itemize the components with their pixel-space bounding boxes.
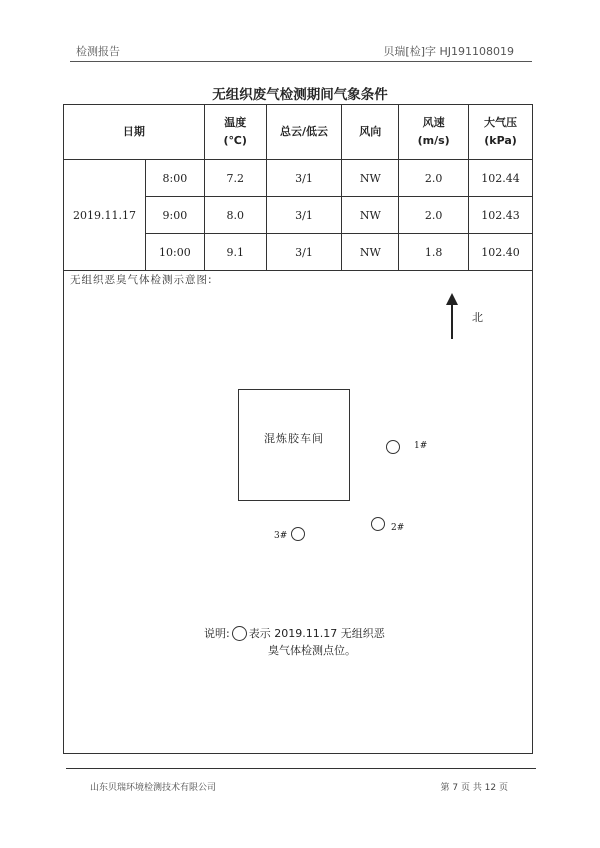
wind-dir-cell: NW bbox=[342, 160, 399, 197]
header-cloud: 总云/低云 bbox=[266, 105, 342, 160]
monitoring-diagram bbox=[63, 269, 533, 754]
header-pressure: 大气压 (kPa) bbox=[469, 105, 533, 160]
note-prefix: 说明: bbox=[204, 627, 230, 640]
wind-speed-cell: 1.8 bbox=[399, 234, 469, 271]
header-divider bbox=[70, 61, 532, 62]
footer-divider bbox=[66, 768, 536, 769]
header-wind-dir: 风向 bbox=[342, 105, 399, 160]
workshop-building bbox=[238, 389, 350, 501]
point-label-3: 3# bbox=[274, 531, 288, 541]
pressure-cell: 102.44 bbox=[469, 160, 533, 197]
cloud-cell: 3/1 bbox=[266, 160, 342, 197]
wind-speed-cell: 2.0 bbox=[399, 160, 469, 197]
company-name: 山东贝瑞环境检测技术有限公司 bbox=[90, 783, 217, 793]
point-label-1: 1# bbox=[414, 441, 428, 451]
note-text: 表示 2019.11.17 无组织恶 bbox=[248, 627, 385, 640]
point-label-2: 2# bbox=[391, 523, 405, 533]
wind-speed-cell: 2.0 bbox=[399, 197, 469, 234]
cloud-cell: 3/1 bbox=[266, 234, 342, 271]
pressure-cell: 102.43 bbox=[469, 197, 533, 234]
weather-table bbox=[63, 104, 533, 271]
header-temp: 温度 (℃) bbox=[204, 105, 266, 160]
table-row bbox=[64, 160, 533, 197]
monitoring-point-1-icon bbox=[386, 440, 400, 454]
header-date: 日期 bbox=[64, 105, 205, 160]
cloud-cell: 3/1 bbox=[266, 197, 342, 234]
monitoring-point-3-icon bbox=[291, 527, 305, 541]
note-text-2: 臭气体检测点位。 bbox=[268, 644, 356, 657]
workshop-label: 混炼胶车间 bbox=[264, 432, 324, 445]
temp-cell: 9.1 bbox=[204, 234, 266, 271]
diagram-caption: 无组织恶臭气体检测示意图: bbox=[70, 274, 213, 286]
time-cell: 9:00 bbox=[145, 197, 204, 234]
north-label: 北 bbox=[472, 311, 483, 324]
wind-dir-cell: NW bbox=[342, 234, 399, 271]
monitoring-point-2-icon bbox=[371, 517, 385, 531]
north-arrow-icon bbox=[445, 293, 459, 339]
temp-cell: 8.0 bbox=[204, 197, 266, 234]
header-wind-speed: 风速 (m/s) bbox=[399, 105, 469, 160]
time-cell: 8:00 bbox=[145, 160, 204, 197]
temp-cell: 7.2 bbox=[204, 160, 266, 197]
time-cell: 10:00 bbox=[145, 234, 204, 271]
legend-note bbox=[204, 625, 385, 659]
report-header-left: 检测报告 bbox=[76, 45, 120, 58]
legend-circle-icon bbox=[232, 626, 247, 641]
report-number: 贝瑞[检]字 HJ191108019 bbox=[383, 45, 514, 58]
page-title: 无组织废气检测期间气象条件 bbox=[212, 87, 388, 103]
date-cell: 2019.11.17 bbox=[64, 160, 146, 271]
pressure-cell: 102.40 bbox=[469, 234, 533, 271]
page-number: 第 7 页 共 12 页 bbox=[440, 783, 508, 793]
wind-dir-cell: NW bbox=[342, 197, 399, 234]
table-header-row bbox=[64, 105, 533, 160]
